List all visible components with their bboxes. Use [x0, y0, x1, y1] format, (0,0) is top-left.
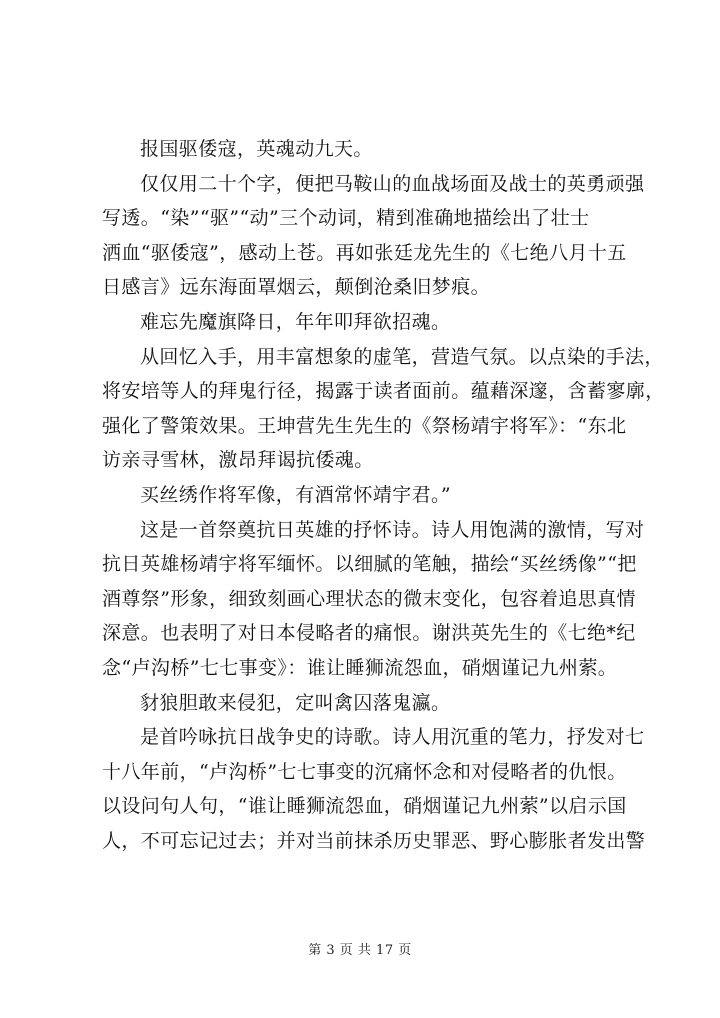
text-line: 日感言》远东海面罩烟云，颠倒沧桑旧梦痕。 [102, 276, 491, 299]
text-line: 从回忆入手，用丰富想象的虚笔，营造气氛。以点染的手法， [140, 345, 664, 368]
paragraph-4 [102, 340, 665, 478]
paragraph-7 [102, 686, 622, 721]
text-line: 写透。“染”“驱”“动”三个动词，精到准确地描绘出了壮士 [102, 207, 590, 230]
text-line: 抗日英雄杨靖宇将军缅怀。以细腻的笔触，描绘“买丝绣像”“把 [102, 553, 637, 576]
text-line: 报国驱倭寇，英魂动九天。 [140, 138, 373, 160]
text-line: 强化了警策效果。王坤营先生先生的《祭杨靖宇将军》：“东北 [102, 414, 627, 437]
page-footer [0, 939, 720, 958]
paragraph-1 [102, 132, 622, 167]
page-number: 第 3 页 共 17 页 [308, 943, 412, 958]
paragraph-5 [102, 478, 622, 513]
body-text [102, 132, 665, 858]
text-line: 豺狼胆敢来侵犯，定叫禽囚落鬼瀛。 [140, 691, 451, 714]
paragraph-3 [102, 305, 622, 340]
text-line: 难忘先魔旗降日，年年叩拜欲招魂。 [140, 310, 451, 333]
text-line: 访亲寻雪林，激昂拜谒抗倭魂。 [102, 449, 374, 472]
text-line: 这是一首祭奠抗日英雄的抒怀诗。诗人用饱满的激情，写对 [140, 518, 645, 541]
text-line: 十八年前，“卢沟桥”七七事变的沉痛怀念和对侵略者的仇恨。 [102, 760, 627, 783]
paragraph-2 [102, 167, 645, 305]
paragraph-8 [102, 720, 646, 858]
text-line: 以设问句人句，“谁让睡狮流怨血，硝烟谨记九州萦”以启示国 [102, 795, 627, 818]
text-line: 买丝绣作将军像，有酒常怀靖宇君。” [140, 483, 452, 506]
text-line: 念“卢沟桥”七七事变》：谁让睡狮流怨血，硝烟谨记九州萦。 [102, 656, 618, 679]
text-line: 将安培等人的拜鬼行径，揭露于读者面前。蕴藉深邃，含蓄寥廓， [102, 380, 665, 403]
text-line: 深意。也表明了对日本侵略者的痛恨。谢洪英先生的《七绝*纪 [102, 622, 636, 645]
text-line: 洒血“驱倭寇”，感动上苍。再如张廷龙先生的《七绝八月十五 [102, 241, 627, 264]
text-line: 酒尊祭”形象，细致刻画心理状态的微末变化，包容着追思真情 [102, 587, 636, 610]
text-line: 仅仅用二十个字，便把马鞍山的血战场面及战士的英勇顽强 [140, 172, 645, 195]
text-line: 人，不可忘记过去；并对当前抹杀历史罪恶、野心膨胀者发出警 [102, 829, 646, 852]
paragraph-6 [102, 513, 645, 686]
text-line: 是首吟咏抗日战争史的诗歌。诗人用沉重的笔力，抒发对七 [140, 726, 645, 749]
